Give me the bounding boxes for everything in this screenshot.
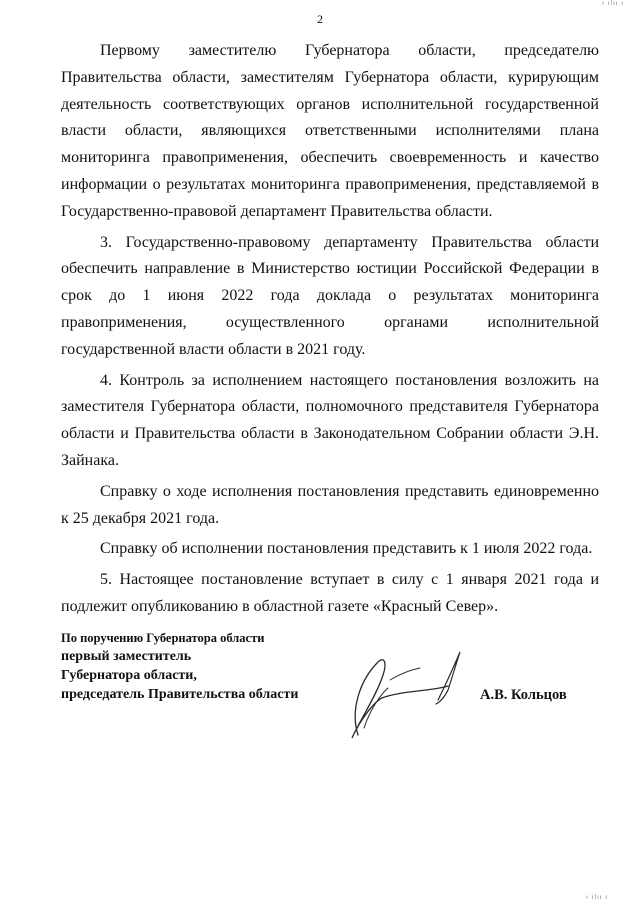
paragraph-deputies: Первому заместителю Губернатора области, председателю Правительства области, заместителям Губернатора области, курирующим деятельность соответствующих органов исполнительной государственной власти области, являющихся ответственными исполнителями плана мониторинга правоприменения, обеспечить своевременность и качество информации о результатах мониторинга правоприменения, представляемой в Государственно-правовой департамент Правительства области.	[61, 42, 599, 220]
paragraph-item-4: 4. Контроль за исполнением настоящего постановления возложить на заместителя Губернатора области, полномочного представителя Губернатора области и Правительства области в Законодательном Собрании области Э.Н. Зайнака.	[61, 371, 599, 469]
signature-position-line-3: председатель Правительства области	[61, 687, 299, 702]
scan-mark-top: ı ılıı ı	[602, 0, 624, 7]
signature-authority-line: По поручению Губернатора области	[61, 631, 265, 645]
signature-position-line-2: Губернатора области,	[61, 668, 197, 683]
signer-name: А.В. Кольцов	[480, 687, 567, 703]
document-body	[61, 38, 599, 621]
page-number: 2	[317, 12, 323, 26]
paragraph-progress-report: Справку о ходе исполнения постановления представить единовременно к 25 декабря 2021 года.	[61, 482, 599, 527]
paragraph-completion-report: Справку об исполнении постановления представить к 1 июля 2022 года.	[100, 540, 593, 558]
paragraph-item-3: 3. Государственно-правовому департаменту Правительства области обеспечить направление в Министерство юстиции Российской Федерации в срок до 1 июня 2022 года доклада о результатах мониторинга правоприменения, осуществленного органами исполнительной государственной власти области в 2021 году.	[61, 233, 599, 358]
signature-position-line-1: первый заместитель	[61, 649, 192, 664]
paragraph-item-5: 5. Настоящее постановление вступает в силу с 1 января 2021 года и подлежит опубликованию в областной газете «Красный Север».	[61, 571, 599, 615]
scan-mark-bottom: ı ılıı ı	[586, 894, 608, 901]
signature-block	[61, 630, 298, 704]
handwritten-signature	[330, 640, 480, 745]
